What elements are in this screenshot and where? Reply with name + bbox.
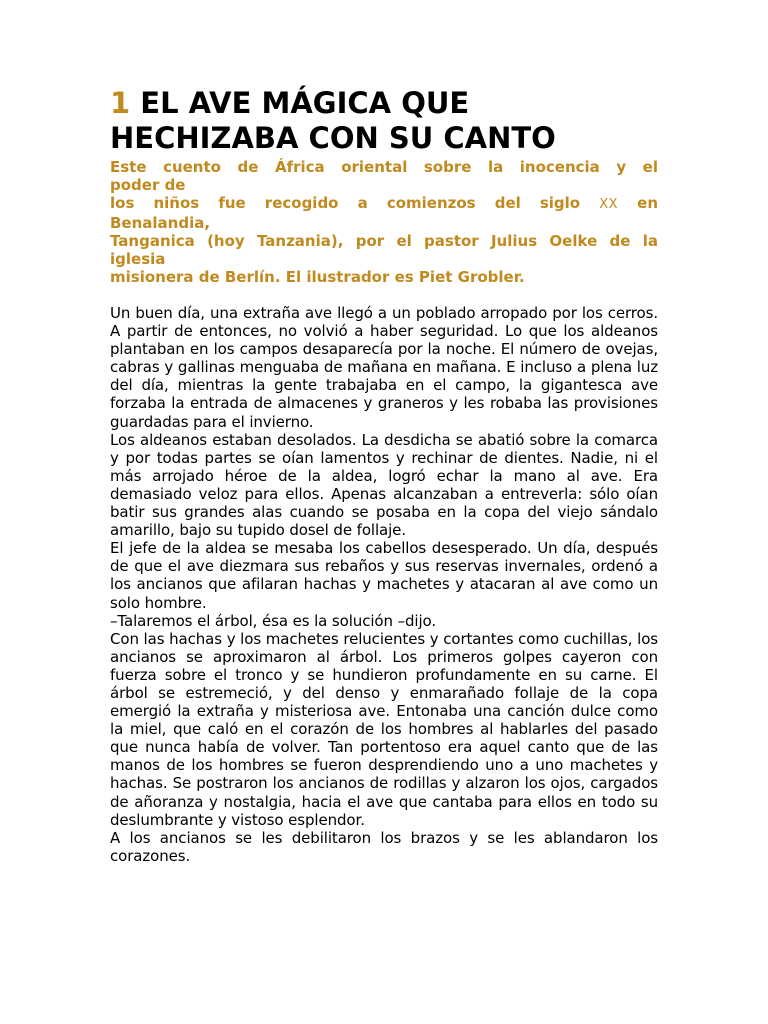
document-page [110, 86, 658, 865]
chapter-number: 1 [110, 86, 131, 120]
intro-line-3 [110, 194, 658, 214]
story-title [110, 86, 658, 156]
intro-century: XX [599, 197, 619, 212]
title-line-2: HECHIZABA CON SU CANTO [110, 121, 556, 155]
intro-line-6: iglesia [110, 250, 166, 268]
paragraph-2: Los aldeanos estaban desolados. La desdicha se abatió sobre la comarca y por todas partes se oían lamentos y rechinar de dientes. Nadie, ni el más arrojado héroe de la aldea, logró echar la mano al ave. Era demasiado veloz para ellos. Apenas alcanzaban a entreverla: sólo oían batir sus grandes alas cuando se posaba en la copa del viejo sándalo amarillo, bajo su tupido dosel de follaje. [110, 430, 658, 540]
intro-line-5: Tanganica (hoy Tanzania), por el pastor Julius Oelke de la [110, 232, 658, 250]
title-line-1: EL AVE MÁGICA QUE [140, 86, 470, 120]
paragraph-4: –Talaremos el árbol, ésa es la solución –dijo. [110, 611, 437, 630]
paragraph-1: Un buen día, una extraña ave llegó a un poblado arropado por los cerros. A partir de entonces, no volvió a haber seguridad. Lo que los aldeanos plantaban en los campos desaparecía por la noche. El número de ovejas, cabras y gallinas menguaba de mañana en mañana. E incluso a plena luz del día, mientras la gente trabajaba en el campo, la gigantesca ave forzaba la entrada de almacenes y graneros y les robaba las provisiones guardadas para el invierno. [110, 304, 658, 431]
intro-line-3-start: los niños fue recogido a comienzos del siglo [110, 194, 600, 212]
story-body [110, 304, 658, 865]
intro-line-4: Benalandia, [110, 214, 211, 232]
intro-line-3-end: en [618, 194, 659, 212]
intro-line-2: poder de [110, 176, 186, 194]
paragraph-6: A los ancianos se les debilitaron los brazos y se les ablandaron los corazones. [110, 828, 658, 865]
paragraph-3: El jefe de la aldea se mesaba los cabellos desesperado. Un día, después de que el ave diezmara sus rebaños y sus reservas invernales, ordenó a los ancianos que afilaran hachas y machetes y atacaran al ave como un solo hombre. [110, 539, 658, 612]
intro-line-1: Este cuento de África oriental sobre la inocencia y el [110, 158, 658, 176]
intro-line-7: misionera de Berlín. El ilustrador es Piet Grobler. [110, 268, 525, 286]
story-introduction [110, 158, 658, 286]
paragraph-5: Con las hachas y los machetes relucientes y cortantes como cuchillas, los ancianos se aproximaron al árbol. Los primeros golpes cayeron con fuerza sobre el tronco y se hundieron profundamente en su carne. El árbol se estremeció, y del denso y enmarañado follaje de la copa emergió la extraña y misteriosa ave. Entonaba una canción dulce como la miel, que caló en el corazón de los hombres al hablarles del pasado que nunca había de volver. Tan portentoso era aquel canto que de las manos de los hombres se fueron desprendiendo uno a uno machetes y hachas. Se postraron los ancianos de rodillas y alzaron los ojos, cargados de añoranza y nostalgia, hacia el ave que cantaba para ellos en todo su deslumbrante y vistoso esplendor. [110, 629, 658, 829]
